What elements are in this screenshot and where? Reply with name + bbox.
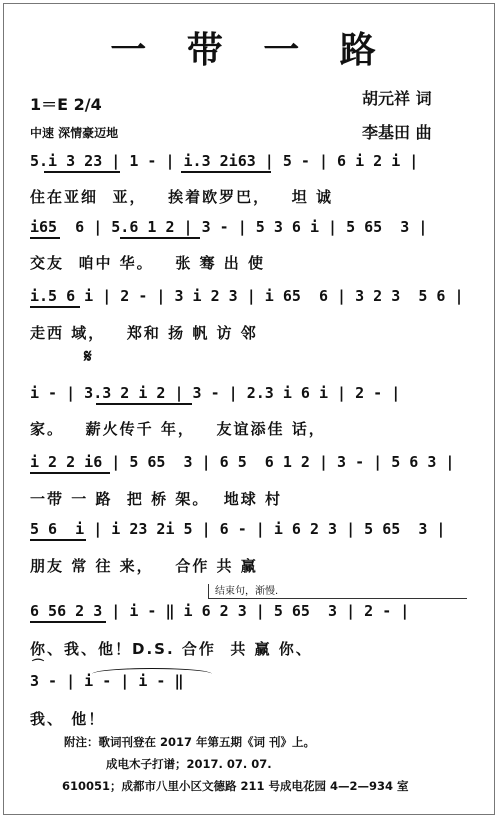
beam	[30, 306, 80, 308]
lyrics-row-4: 家。 薪火传千 年， 友谊添佳 话，	[30, 420, 326, 438]
beam	[120, 237, 200, 239]
lyrics-row-6: 朋友 常 往 来， 合作 共 赢	[30, 557, 258, 575]
beam	[30, 539, 86, 541]
footer-typesetter: 成电木子打谱；2017. 07. 07.	[106, 757, 272, 771]
score-row-7: 6 56 2 3 | i - ‖ i 6 2 3 | 5 65 3 | 2 - |	[30, 602, 410, 620]
score-row-1: 5.i 3 23 | 1 - | i.3 2i63 | 5 - | 6 i 2 i |	[30, 152, 419, 170]
segno-icon: 𝄋	[84, 346, 92, 367]
beam	[30, 621, 106, 623]
fermata-icon: ⌒	[32, 658, 45, 672]
tie-mark	[92, 668, 212, 674]
score-row-4: i - | 3.3 2 i 2 | 3 - | 2.3 i 6 i | 2 - |	[30, 384, 401, 402]
ending-note: 结束句，渐慢.	[215, 586, 279, 597]
score-row-8: 3 - | i - | i - ‖	[30, 672, 184, 690]
score-row-5: i 2 2 i6 | 5 65 3 | 6 5 6 1 2 | 3 - | 5 6 3 |	[30, 453, 455, 471]
beam	[30, 237, 60, 239]
lyrics-row-1: 住在亚细 亚， 挨着欧罗巴， 坦 诚	[30, 188, 334, 206]
beam	[30, 472, 110, 474]
tempo-marking: 中速 深情豪迈地	[30, 126, 119, 140]
lyrics-row-2: 交友 咱中 华。 张 骞 出 使	[30, 254, 266, 272]
score-row-6: 5 6 i | i 23 2i 5 | 6 - | i 6 2 3 | 5 65 3 |	[30, 520, 446, 538]
footer-address: 610051；成都市八里小区文德路 211 号成电花园 4—2—934 室	[62, 779, 409, 793]
lyrics-row-5: 一带 一 路 把 桥 架。 地球 村	[30, 490, 283, 508]
footer-note: 附注：歌词刊登在 2017 年第五期《词 刊》上。	[64, 735, 316, 749]
lyricist: 胡元祥 词	[362, 89, 432, 108]
lyrics-row-8: 我、 他！	[30, 710, 106, 728]
lyrics-row-3: 走西 域， 郑和 扬 帆 访 邻	[30, 324, 258, 342]
beam	[181, 171, 271, 173]
lyrics-row-7: 你、我、他！D.S. 合作 共 赢 你、	[30, 640, 313, 658]
beam	[44, 171, 120, 173]
score-row-3: i.5 6 i | 2 - | 3 i 2 3 | i 65 6 | 3 2 3 5 6 |	[30, 287, 464, 305]
ending-bracket	[208, 584, 467, 599]
score-row-2: i65 6 | 5.6 1 2 | 3 - | 5 3 6 i | 5 65 3 |	[30, 218, 428, 236]
composer: 李基田 曲	[362, 123, 432, 142]
key-meter: 1＝E 2/4	[30, 95, 102, 114]
beam	[96, 403, 192, 405]
song-title: 一 带 一 路	[110, 30, 390, 71]
